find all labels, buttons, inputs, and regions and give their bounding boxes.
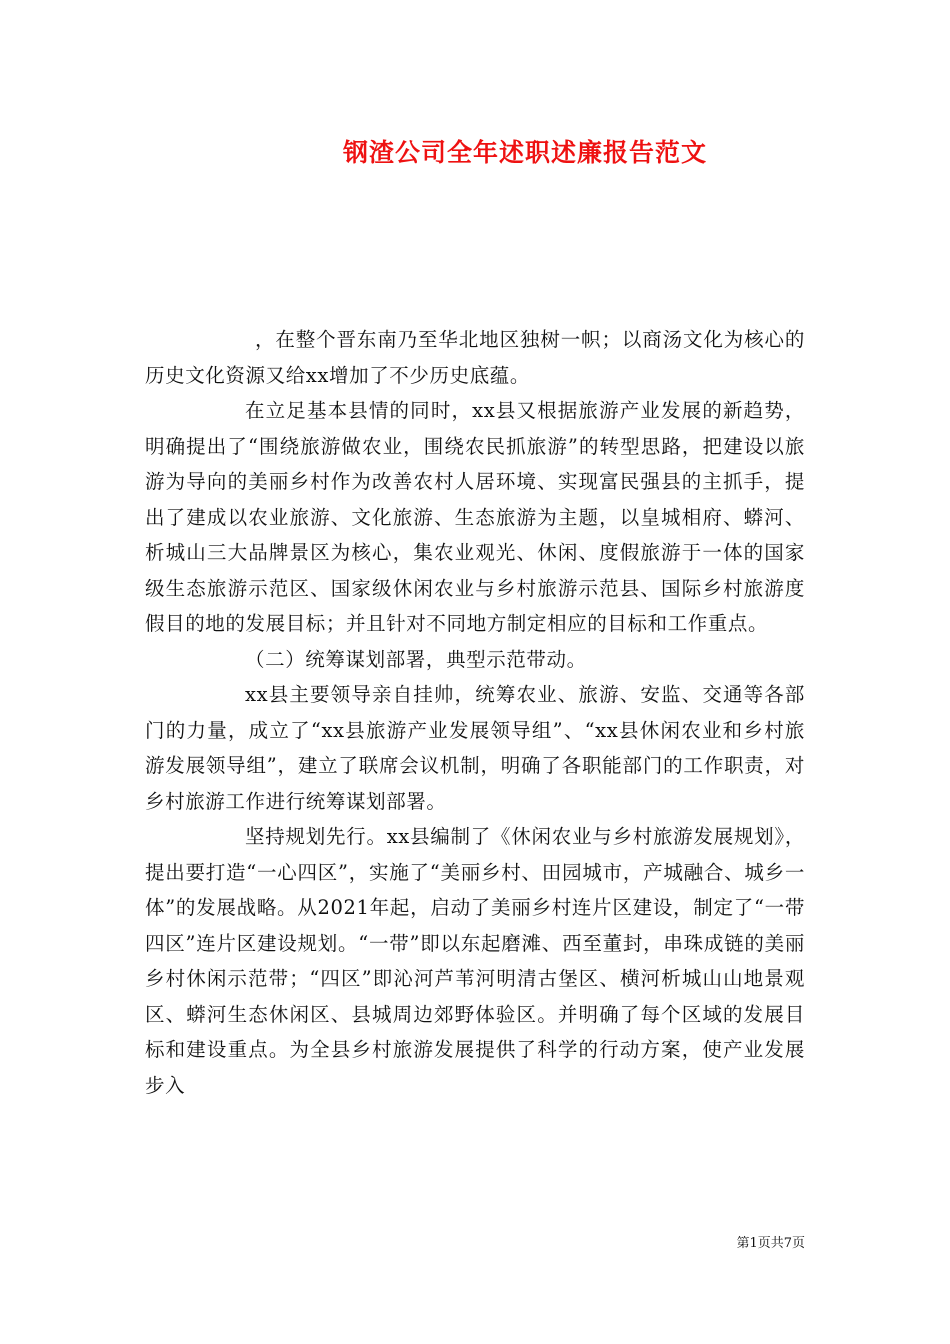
paragraph-3: xx县主要领导亲自挂帅，统筹农业、旅游、安监、交通等各部门的力量，成立了“xx县旅游产业发展领导组”、“xx县休闲农业和乡村旅游发展领导组”，建立了联席会议机制，明确了各职能部门的工作职责，对乡村旅游工作进行统筹谋划部署。 bbox=[145, 683, 805, 813]
page-number: 第1页共7页 bbox=[736, 1236, 805, 1251]
document-body bbox=[145, 322, 805, 1103]
paragraph-2: 在立足基本县情的同时，xx县又根据旅游产业发展的新趋势，明确提出了“围绕旅游做农业，围绕农民抓旅游”的转型思路，把建设以旅游为导向的美丽乡村作为改善农村人居环境、实现富民强县的主抓手，提出了建成以农业旅游、文化旅游、生态旅游为主题，以皇城相府、蟒河、析城山三大品牌景区为核心，集农业观光、休闲、度假旅游于一体的国家级生态旅游示范区、国家级休闲农业与乡村旅游示范县、国际乡村旅游度假目的地的发展目标；并且针对不同地方制定相应的目标和工作重点。 bbox=[145, 399, 805, 635]
document-title: 钢渣公司全年述职述廉报告范文 bbox=[342, 138, 707, 167]
paragraph-4: 坚持规划先行。xx县编制了《休闲农业与乡村旅游发展规划》，提出要打造“一心四区”，实施了“美丽乡村、田园城市，产城融合、城乡一体”的发展战略。从2021年起，启动了美丽乡村连片区建设，制定了“一带四区”连片区建设规划。“一带”即以东起磨滩、西至董封，串珠成链的美丽乡村休闲示范带；“四区”即沁河芦苇河明清古堡区、横河析城山山地景观区、蟒河生态休闲区、县城周边郊野体验区。并明确了每个区域的发展目标和建设重点。为全县乡村旅游发展提供了科学的行动方案，使产业发展步入 bbox=[145, 825, 805, 1097]
paragraph-1: ，在整个晋东南乃至华北地区独树一帜；以商汤文化为核心的历史文化资源又给xx增加了不少历史底蕴。 bbox=[145, 328, 805, 387]
section-heading: （二）统筹谋划部署，典型示范带动。 bbox=[245, 647, 587, 671]
